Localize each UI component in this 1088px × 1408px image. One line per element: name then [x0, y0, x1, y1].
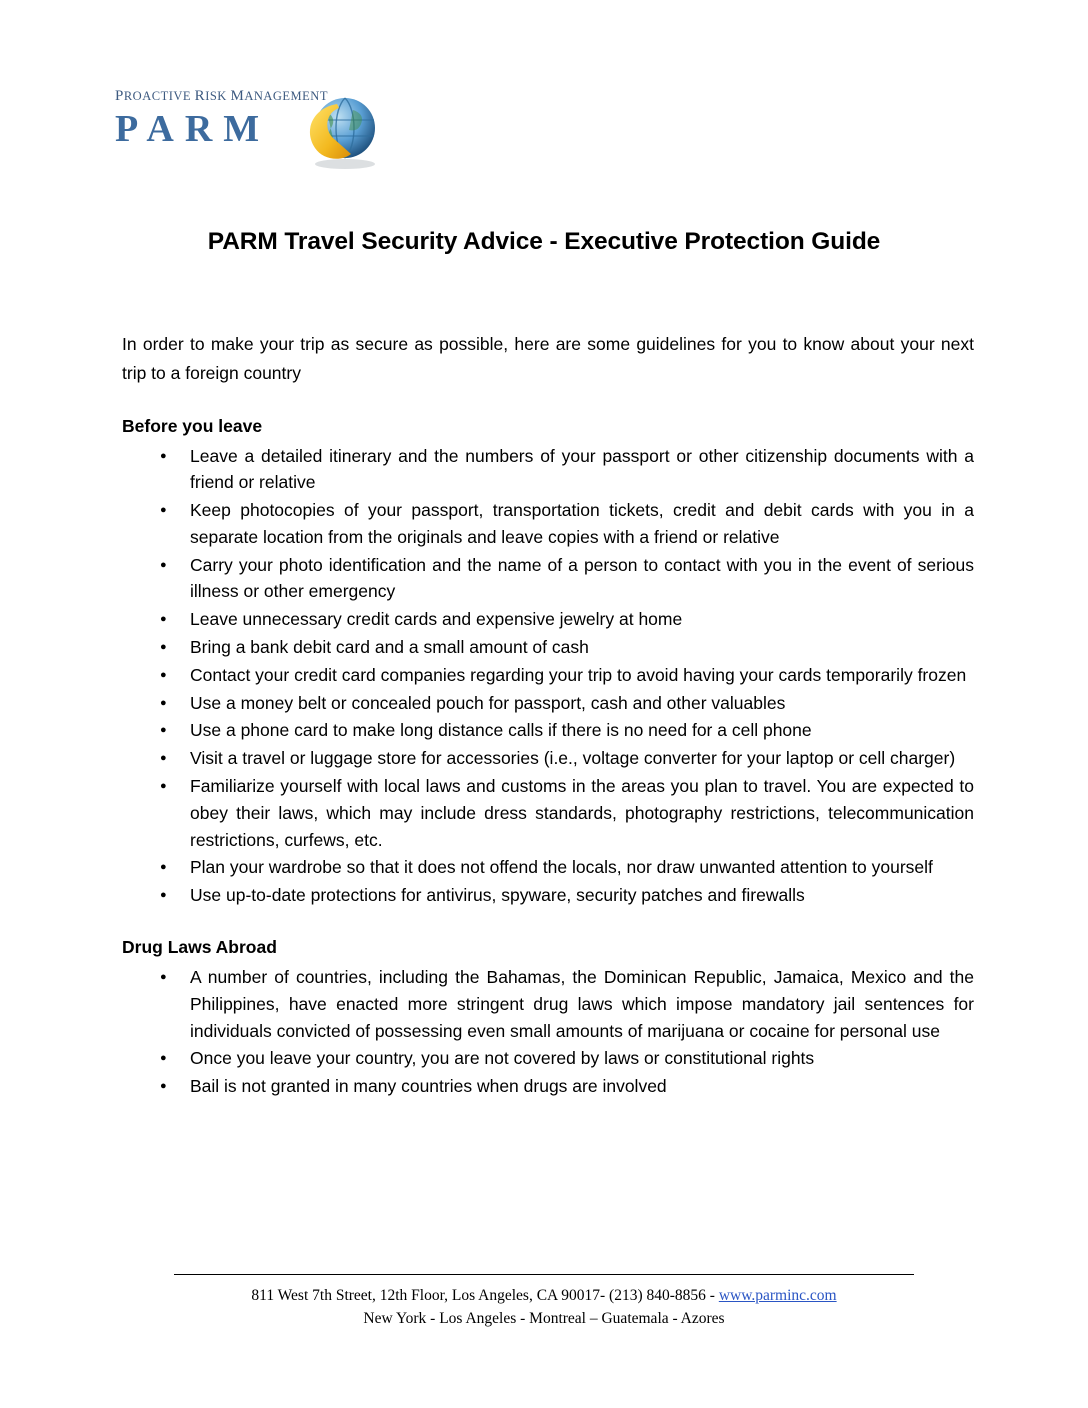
footer-offices: New York - Los Angeles - Montreal – Guatemala - Azores — [363, 1310, 725, 1327]
list-item: ● Use up-to-date protections for antivirus, spyware, security patches and firewalls — [122, 882, 974, 909]
logo-tagline: PROACTIVE RISK MANAGEMENT — [115, 88, 328, 104]
intro-paragraph: In order to make your trip as secure as possible, here are some guidelines for you to know about your next trip to a foreign country — [122, 333, 974, 383]
list-item: ● Use a phone card to make long distance calls if there is no need for a cell phone — [122, 717, 974, 744]
list-item: ● Leave unnecessary credit cards and expensive jewelry at home — [122, 606, 974, 633]
list-item: ● Plan your wardrobe so that it does not offend the locals, nor draw unwanted attention to yourself — [122, 854, 974, 881]
list-item: ● Familiarize yourself with local laws and customs in the areas you plan to travel. You are expected to obey their laws, which may include dress standards, photography restrictions, telecommunication restrictions, curfews, etc. — [122, 773, 974, 853]
list-item: ● Leave a detailed itinerary and the numbers of your passport or other citizenship documents with a friend or relative — [122, 443, 974, 497]
section-heading-drug-laws-abroad: Drug Laws Abroad — [122, 937, 277, 958]
list-item: ● Keep photocopies of your passport, transportation tickets, credit and debit cards with you in a separate location from the originals and leave copies with a friend or relative — [122, 497, 974, 551]
list-item: ● Use a money belt or concealed pouch for passport, cash and other valuables — [122, 690, 974, 717]
page-footer — [0, 1274, 1088, 1330]
list-item: ● Carry your photo identification and the name of a person to contact with you in the event of serious illness or other emergency — [122, 552, 974, 606]
website-link[interactable]: www.parminc.com — [718, 1287, 837, 1304]
globe-icon — [293, 82, 385, 174]
section-heading-before-you-leave: Before you leave — [122, 415, 263, 436]
page-title: PARM Travel Security Advice - Executive Protection Guide — [207, 228, 881, 255]
list-item: ● Bring a bank debit card and a small amount of cash — [122, 634, 974, 661]
list-item: ● Bail is not granted in many countries when drugs are involved — [122, 1073, 974, 1100]
list-drug-laws-abroad — [122, 964, 974, 1100]
list-item: ● Visit a travel or luggage store for accessories (i.e., voltage converter for your laptop or cell charger) — [122, 745, 974, 772]
document-body — [122, 312, 974, 1100]
footer-address — [0, 1284, 1088, 1307]
list-item: ● Contact your credit card companies regarding your trip to avoid having your cards temporarily frozen — [122, 662, 974, 689]
list-item: ● A number of countries, including the Bahamas, the Dominican Republic, Jamaica, Mexico and the Philippines, have enacted more stringent drug laws which impose mandatory jail sentences for individuals convicted of possessing even small amounts of marijuana or cocaine for personal use — [122, 964, 974, 1044]
footer-divider — [174, 1274, 914, 1275]
list-item: ● Once you leave your country, you are not covered by laws or constitutional rights — [122, 1045, 974, 1072]
company-logo — [115, 88, 405, 178]
logo-wordmark: PARM — [115, 108, 271, 150]
footer-address-text: 811 West 7th Street, 12th Floor, Los Angeles, CA 90017- (213) 840-8856 - — [251, 1287, 719, 1304]
list-before-you-leave — [122, 443, 974, 910]
